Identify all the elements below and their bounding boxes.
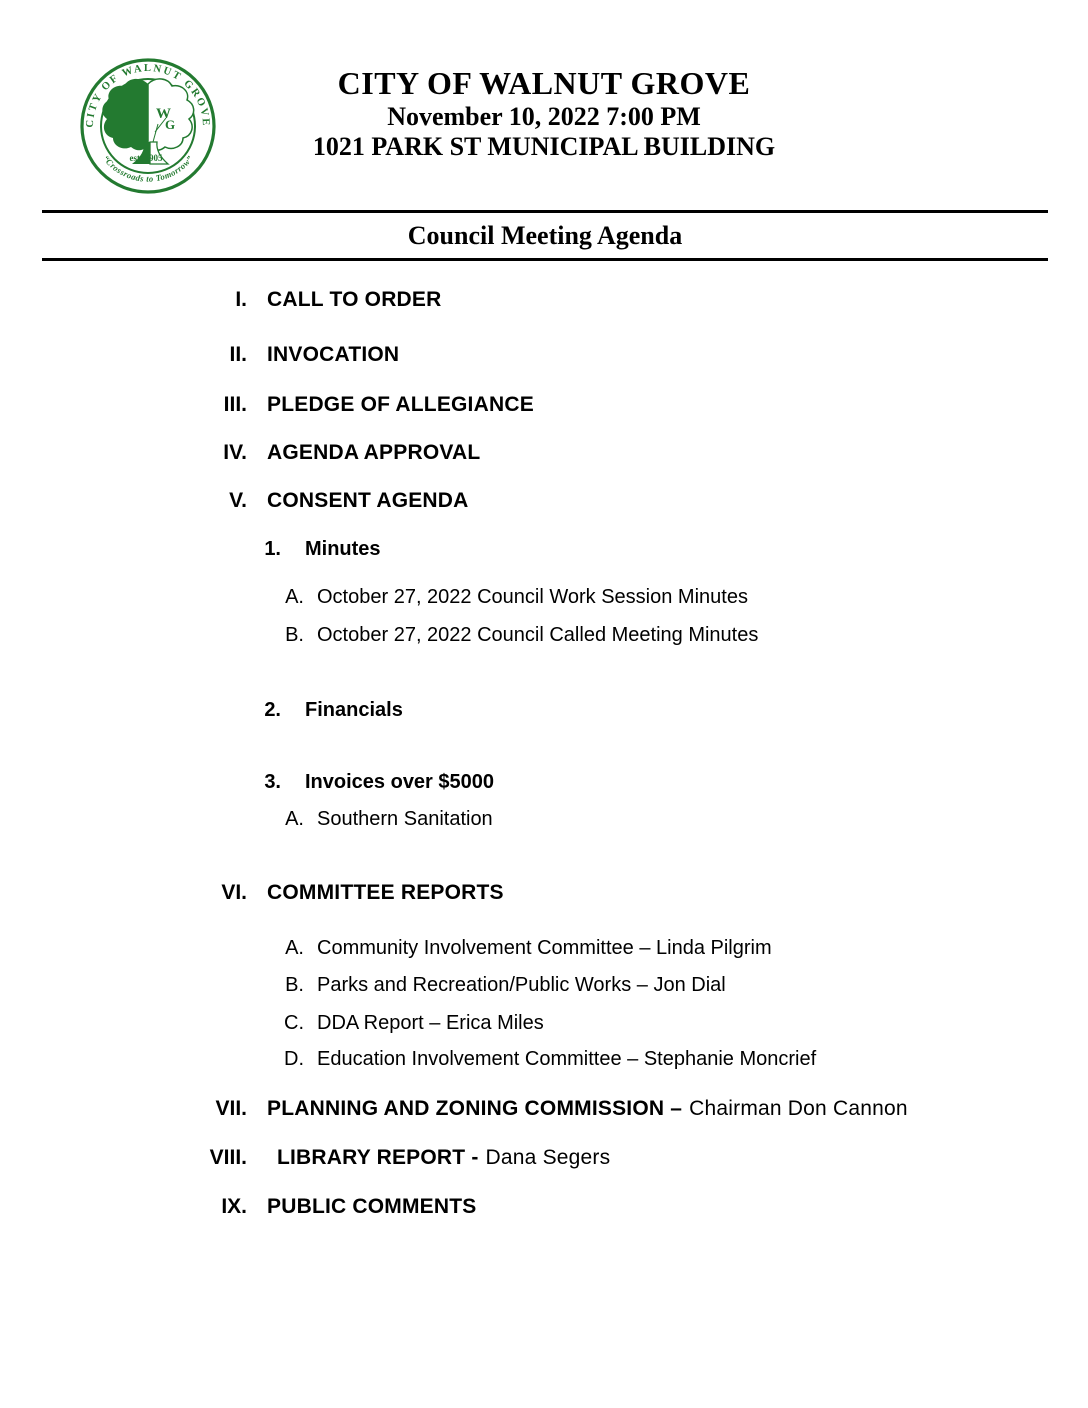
seal-motto-text: “Crossroads to Tomorrow” xyxy=(101,153,195,184)
agenda-item-text: Southern Sanitation xyxy=(317,808,493,830)
seal-est-text: est. 1905 xyxy=(129,153,163,163)
agenda-item-pledge xyxy=(0,393,1088,416)
agenda-item-marker: 3. xyxy=(264,771,281,793)
agenda-item-text-regular: Chairman Don Cannon xyxy=(689,1097,908,1120)
agenda-subitem-dda-report xyxy=(0,1012,1088,1035)
agenda-item-marker: 2. xyxy=(264,699,281,721)
agenda-item-text: Financials xyxy=(305,699,403,721)
agenda-item-marker: C. xyxy=(284,1012,304,1034)
agenda-item-marker: IX. xyxy=(221,1195,247,1218)
agenda-item-marker: A. xyxy=(285,808,304,830)
agenda-item-marker: A. xyxy=(285,586,304,608)
agenda-item-text: PUBLIC COMMENTS xyxy=(267,1195,477,1218)
agenda-subitem-education-involvement xyxy=(0,1048,1088,1071)
agenda-item-text-bold: LIBRARY REPORT - xyxy=(277,1146,479,1169)
agenda-item-marker: I. xyxy=(235,288,247,311)
agenda-item-marker: III. xyxy=(223,393,247,416)
agenda-item-text: October 27, 2022 Council Work Session Minutes xyxy=(317,586,748,608)
agenda-item-text: DDA Report – Erica Miles xyxy=(317,1012,544,1034)
agenda-item-text xyxy=(277,1146,610,1169)
agenda-item-marker: VII. xyxy=(215,1097,247,1120)
agenda-item-invocation xyxy=(0,343,1088,366)
agenda-subitem-financials xyxy=(0,699,1088,722)
agenda-item-planning-zoning xyxy=(0,1097,1088,1120)
agenda-item-marker: VI. xyxy=(221,881,247,904)
agenda-banner xyxy=(42,210,1048,261)
agenda-list xyxy=(0,288,1088,1218)
seal-monogram-g: G xyxy=(165,117,176,132)
agenda-item-text: INVOCATION xyxy=(267,343,400,366)
document-header xyxy=(0,64,1088,162)
agenda-subitem-called-meeting-minutes xyxy=(0,624,1088,647)
agenda-item-text: Invoices over $5000 xyxy=(305,771,495,793)
agenda-item-marker: II. xyxy=(229,343,247,366)
agenda-item-marker: V. xyxy=(229,489,247,512)
agenda-item-text: Community Involvement Committee – Linda Pilgrim xyxy=(317,937,772,959)
agenda-item-public-comments xyxy=(0,1195,1088,1218)
agenda-banner-title: Council Meeting Agenda xyxy=(407,220,683,250)
agenda-item-marker: IV. xyxy=(223,441,247,464)
agenda-item-text: Education Involvement Committee – Stephanie Moncrief xyxy=(317,1048,817,1070)
agenda-item-text: CALL TO ORDER xyxy=(267,288,442,311)
agenda-item-committee-reports xyxy=(0,881,1088,904)
agenda-subitem-community-involvement xyxy=(0,937,1088,960)
agenda-item-text: Minutes xyxy=(305,538,381,560)
agenda-subitem-work-session-minutes xyxy=(0,586,1088,609)
agenda-item-library-report xyxy=(0,1146,1088,1169)
agenda-item-marker: VIII. xyxy=(209,1146,247,1169)
agenda-item-text: AGENDA APPROVAL xyxy=(267,441,481,464)
agenda-item-text: October 27, 2022 Council Called Meeting Minutes xyxy=(317,624,759,646)
agenda-item-text: COMMITTEE REPORTS xyxy=(267,881,504,904)
agenda-subitem-minutes xyxy=(0,538,1088,561)
agenda-subitem-southern-sanitation xyxy=(0,808,1088,831)
agenda-subitem-parks-recreation xyxy=(0,974,1088,997)
agenda-item-marker: B. xyxy=(285,974,304,996)
page-title: CITY OF WALNUT GROVE xyxy=(337,65,751,101)
agenda-subitem-invoices xyxy=(0,771,1088,794)
agenda-item-marker: 1. xyxy=(264,538,281,560)
agenda-item-text: CONSENT AGENDA xyxy=(267,489,469,512)
agenda-item-text-bold: PLANNING AND ZONING COMMISSION – xyxy=(267,1097,683,1120)
agenda-item-text: PLEDGE OF ALLEGIANCE xyxy=(267,393,534,416)
seal-ring-text: CITY OF WALNUT GROVE xyxy=(84,63,212,128)
agenda-item-agenda-approval xyxy=(0,441,1088,464)
meeting-address: 1021 PARK ST MUNICIPAL BUILDING xyxy=(312,132,776,161)
seal-monogram-w: W xyxy=(156,106,171,122)
agenda-item-consent-agenda xyxy=(0,489,1088,512)
meeting-datetime: November 10, 2022 7:00 PM xyxy=(387,102,701,131)
agenda-item-marker: B. xyxy=(285,624,304,646)
agenda-item-text: Parks and Recreation/Public Works – Jon Dial xyxy=(317,974,726,996)
agenda-item-text xyxy=(267,1097,908,1120)
agenda-item-call-to-order xyxy=(0,288,1088,311)
agenda-item-marker: A. xyxy=(285,937,304,959)
agenda-item-marker: D. xyxy=(284,1048,304,1070)
agenda-item-text-regular: Dana Segers xyxy=(485,1146,611,1169)
